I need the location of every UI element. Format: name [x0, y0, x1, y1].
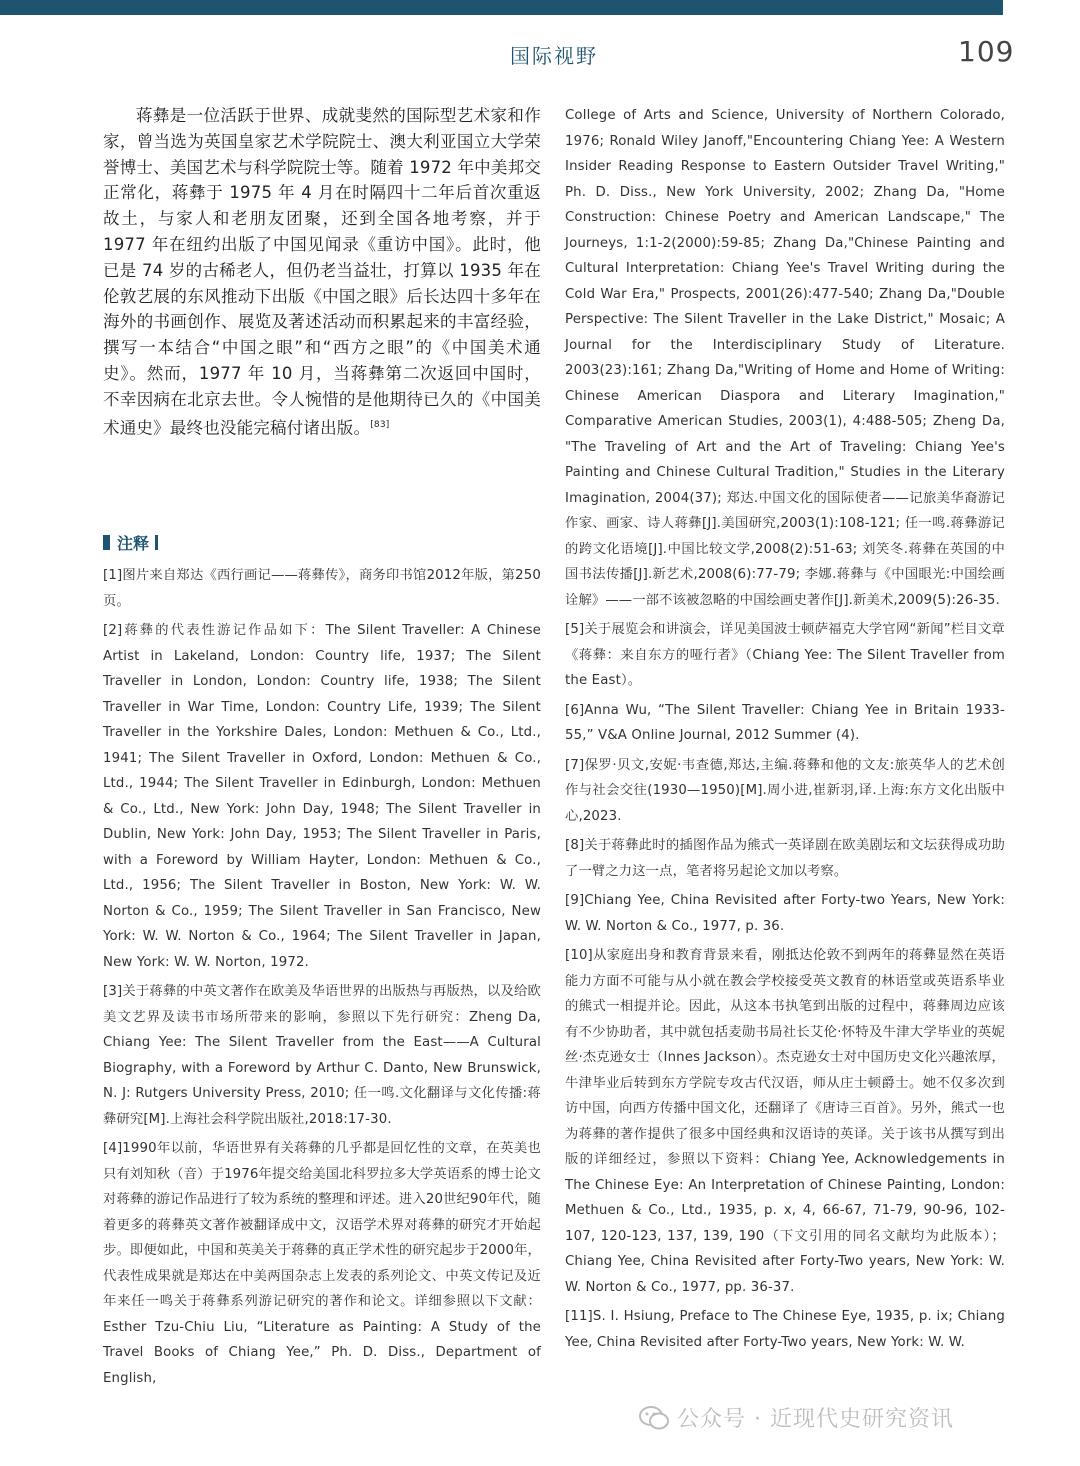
note-3: [3]关于蒋彝的中英文著作在欧美及华语世界的出版热与再版热，以及给欧美文艺界及读书市场所带来的影响，参照以下先行研究：Zheng Da, Chiang Yee: The Silent Traveller from the East——A Cultural Biography, with a Foreword by Arthur C. Danto, New Brunswick, N. J: Rutgers University Press, 2010; 任一鸣.文化翻译与文化传播:蒋彝研究[M].上海社会科学院出版社,2018:17-30. — [103, 984, 541, 1127]
notes-heading-label: 注释 — [117, 534, 150, 553]
left-column — [103, 103, 541, 441]
note-2: [2]蒋彝的代表性游记作品如下：The Silent Traveller: A Chinese Artist in Lakeland, London: Country life, 1937; The Silent Traveller in London, London: Country life, 1938; The Silent Traveller in War Time, London: Country Life, 1939; The Silent Traveller in the Yorkshire Dales, London: Methuen & Co., Ltd., 1941; The Silent Traveller in Oxford, London: Methuen & Co., Ltd., 1944; The Silent Traveller in Edinburgh, London: Methuen & Co., Ltd., New York: John Day, 1948; The Silent Traveller in Dublin, New York: John Day, 1953; The Silent Traveller in Paris, with a Foreword by William Hayter, London: Methuen & Co., Ltd., 1956; The Silent Traveller in Boston, New York: W. W. Norton & Co., 1959; The Silent Traveller in San Francisco, New York: W. W. Norton & Co., 1964; The Silent Traveller in Japan, New York: W. W. Norton, 1972. — [103, 623, 541, 970]
notes-heading-end-bar-icon — [155, 535, 158, 550]
note-4-continued: College of Arts and Science, University of Northern Colorado, 1976; Ronald Wiley Janoff,"Encountering Chiang Yee: A Western Insider Reading Response to Eastern Outsider Travel Writing," Ph. D. Diss., New York University, 2002; Zhang Da, "Home Construction: Chinese Poetry and American Landscape," The Journeys, 1:1-2(2000):59-85; Zhang Da,"Chinese Painting and Cultural Interpretation: Chiang Yee's Travel Writing during the Cold War Era," Prospects, 2001(26):477-540; Zhang Da,"Double Perspective: The Silent Traveller in the Lake District," Mosaic; A Journal for the Interdisciplinary Study of Literature. 2003(23):161; Zhang Da,"Writing of Home and Home of Writing: Chinese American Diaspora and Literary Imagination," Comparative American Studies, 2003(1), 4:488-505; Zheng Da, "The Traveling of Art and the Art of Traveling: Chiang Yee's Painting and Chinese Cultural Tradition," Studies in the Literary Imagination, 2004(37); 郑达.中国文化的国际使者——记旅美华裔游记作家、画家、诗人蒋彝[J].美国研究,2003(1):108-121; 任一鸣.蒋彝游记的跨文化语境[J].中国比较文学,2008(2):51-63; 刘笑冬.蒋彝在英国的中国书法传播[J].新艺术,2008(6):77-79; 李娜.蒋彝与《中国眼光:中国绘画诠解》——一部不该被忽略的中国绘画史著作[J].新美术,2009(5):26-35. — [565, 108, 1005, 608]
body-paragraph-ref: [83] — [370, 419, 390, 430]
notes-heading — [103, 531, 158, 554]
body-paragraph — [103, 103, 541, 441]
watermark — [639, 1402, 954, 1433]
right-column — [565, 103, 1005, 1359]
notes-heading-bar-icon — [103, 535, 110, 550]
note-10: [10]从家庭出身和教育背景来看，刚抵达伦敦不到两年的蒋彝显然在英语能力方面不可能与从小就在教会学校接受英文教育的林语堂或英语系毕业的熊式一相提并论。因此，从这本书执笔到出版的过程中，蒋彝周边应该有不少协助者，其中就包括麦勋书局社长艾伦·怀特及牛津大学毕业的英妮丝·杰克逊女士（Innes Jackson）。杰克逊女士对中国历史文化兴趣浓厚，牛津毕业后转到东方学院专攻古代汉语，师从庄士顿爵士。她不仅多次到访中国，向西方传播中国文化，还翻译了《唐诗三百首》。另外，熊式一也为蒋彝的著作提供了很多中国经典和汉语诗的英译。关于该书从撰写到出版的详细经过，参照以下资料：Chiang Yee, Acknowledgements in The Chinese Eye: An Interpretation of Chinese Painting, London: Methuen & Co., Ltd., 1935, p. x, 4, 66-67, 71-79, 90-96, 102-107, 120-123, 137, 139, 190（下文引用的同名文献均为此版本）；Chiang Yee, China Revisited after Forty-Two years, New York: W. W. Norton & Co., 1977, pp. 36-37. — [565, 948, 1005, 1295]
note-9: [9]Chiang Yee, China Revisited after Forty-two Years, New York: W. W. Norton & Co., 1977, p. 36. — [565, 893, 1005, 934]
note-7: [7]保罗·贝文,安妮·韦查德,郑达,主编.蒋彝和他的文友:旅英华人的艺术创作与社会交往(1930—1950)[M].周小进,崔新羽,译.上海:东方文化出版中心,2023. — [565, 757, 1005, 824]
note-8: [8]关于蒋彝此时的插图作品为熊式一英译剧在欧美剧坛和文坛获得成功助了一臂之力这一点，笔者将另起论文加以考察。 — [565, 838, 1005, 879]
page-number: 109 — [958, 35, 1015, 68]
note-4: [4]1990年以前，华语世界有关蒋彝的几乎都是回忆性的文章，在英美也只有刘知秋（音）于1976年提交给美国北科罗拉多大学英语系的博士论文对蒋彝的游记作品进行了较为系统的整理和评述。进入20世纪90年代，随着更多的蒋彝英文著作被翻译成中文，汉语学术界对蒋彝的研究才开始起步。即便如此，中国和英美关于蒋彝的真正学术性的研究起步于2000年，代表性成果就是郑达在中美两国杂志上发表的系列论文、中英文传记及近年来任一鸣关于蒋彝系列游记研究的著作和论文。详细参照以下文献：Esther Tzu-Chiu Liu, “Literature as Painting: A Study of the Travel Books of Chiang Yee,” Ph. D. Diss., Department of English, — [103, 1141, 541, 1386]
wechat-icon — [639, 1405, 669, 1431]
left-notes — [103, 563, 541, 1395]
watermark-text: 公众号 · 近现代史研究资讯 — [677, 1407, 954, 1432]
note-6: [6]Anna Wu, “The Silent Traveller: Chiang Yee in Britain 1933-55,” V&A Online Journal, 2012 Summer (4). — [565, 702, 1005, 743]
note-5: [5]关于展览会和讲演会，详见美国波士顿萨福克大学官网“新闻”栏目文章《蒋彝：来自东方的哑行者》（Chiang Yee: The Silent Traveller from the East）。 — [565, 622, 1005, 688]
section-title: 国际视野 — [510, 44, 598, 68]
top-color-bar — [0, 0, 1003, 15]
note-1: [1]图片来自郑达《西行画记——蒋彝传》，商务印书馆2012年版，第250页。 — [103, 568, 541, 609]
body-paragraph-text: 蒋彝是一位活跃于世界、成就斐然的国际型艺术家和作家，曾当选为英国皇家艺术学院院士、澳大利亚国立大学荣誉博士、美国艺术与科学院院士等。随着 1972 年中美邦交正常化，蒋彝于 1975 年 4 月在时隔四十二年后首次重返故土，与家人和老朋友团聚，还到全国各地考察，并于 1977 年在纽约出版了中国见闻录《重访中国》。此时，他已是 74 岁的古稀老人，但仍老当益壮，打算以 1935 年在伦敦艺展的东风推动下出版《中国之眼》后长达四十多年在海外的书画创作、展览及著述活动而积累起来的丰富经验，撰写一本结合“中国之眼”和“西方之眼”的《中国美术通史》。然而，1977 年 10 月，当蒋彝第二次返回中国时，不幸因病在北京去世。令人惋惜的是他期待已久的《中国美术通史》最终也没能完稿付诸出版。 — [103, 106, 541, 438]
note-11: [11]S. I. Hsiung, Preface to The Chinese Eye, 1935, p. ix; Chiang Yee, China Revisited after Forty-Two years, New York: W. W. — [565, 1309, 1005, 1350]
